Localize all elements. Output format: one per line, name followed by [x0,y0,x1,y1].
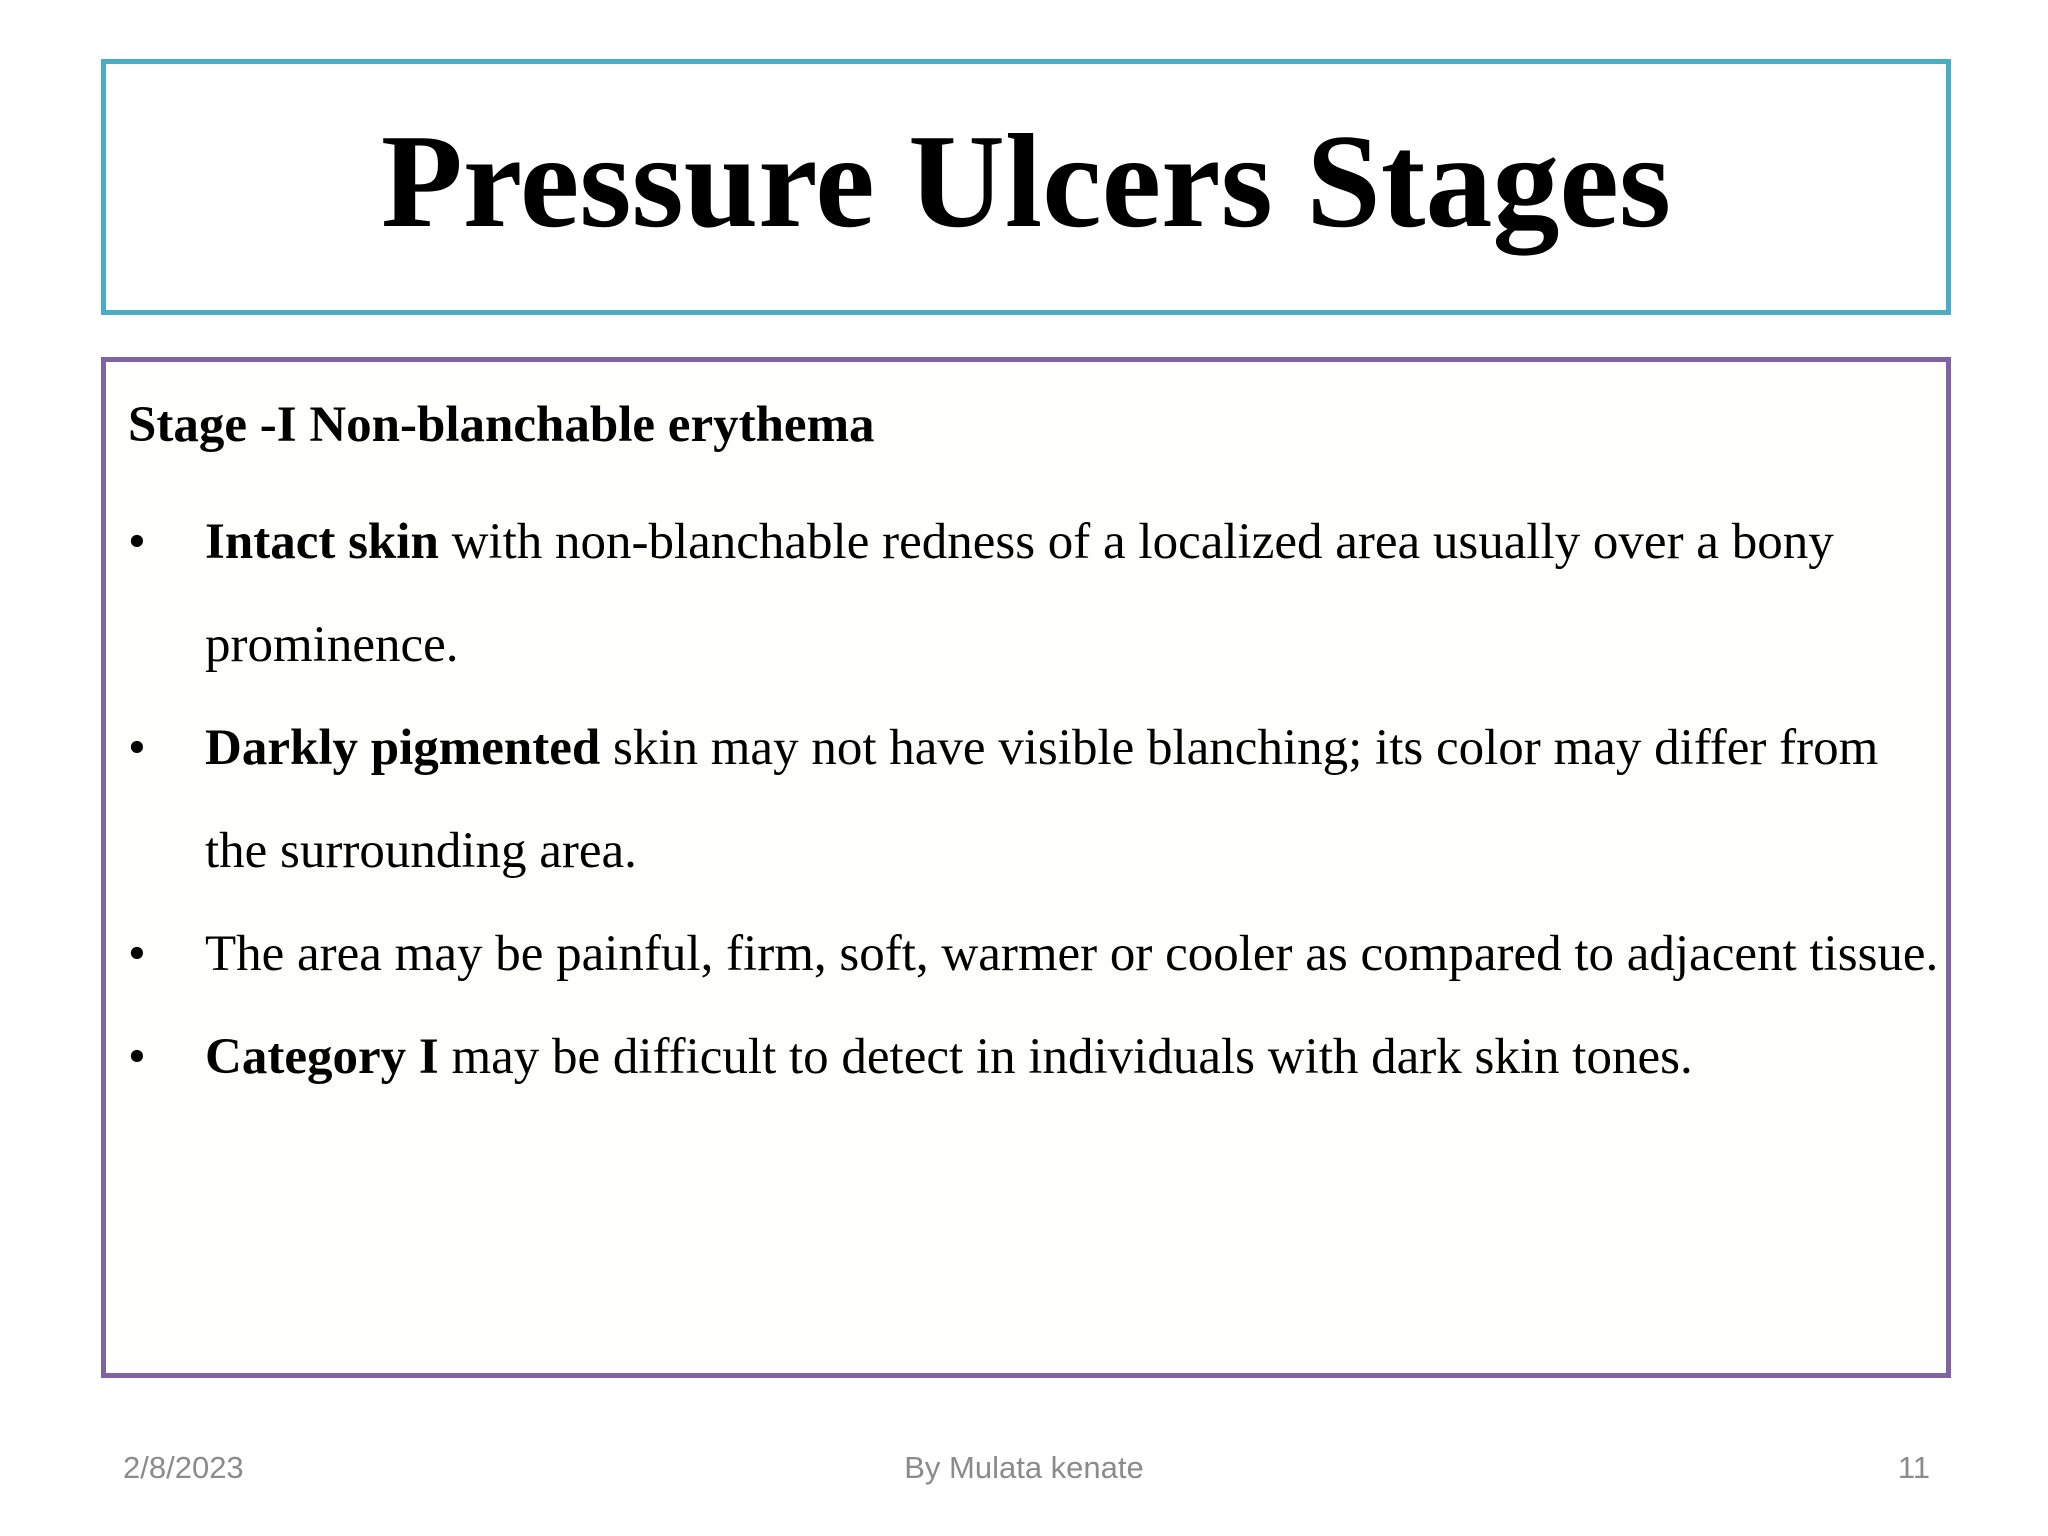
title-box [101,59,1951,315]
bullet-icon: • [128,514,146,570]
content-box [101,357,1951,1378]
bullet-list [128,491,1946,1109]
bullet-item-darkly-pigmented [128,697,1946,903]
footer-date: 2/8/2023 [123,1450,244,1485]
bullet-lead: Intact skin [205,514,439,570]
footer-author: By Mulata kenate [904,1450,1144,1485]
bullet-text: skin may not have visible blanching; its color may differ from the surrounding area. [205,720,1879,879]
slide-title: Pressure Ulcers Stages [380,107,1672,255]
footer-page-number: 11 [1897,1450,1930,1485]
bullet-item-painful-area [128,903,1946,1006]
bullet-item-category-i [128,1006,1946,1109]
stage-heading: Stage -I Non-blanchable erythema [128,397,875,453]
bullet-icon: • [128,720,146,776]
bullet-text: with non-blanchable redness of a localized area usually over a bony prominence. [205,514,1834,673]
bullet-lead: Category I [205,1029,439,1085]
bullet-text: The area may be painful, firm, soft, warmer or cooler as compared to adjacent tissue. [205,926,1939,982]
bullet-text: may be difficult to detect in individuals with dark skin tones. [438,1029,1693,1085]
bullet-icon: • [128,926,146,982]
bullet-icon: • [128,1029,146,1085]
bullet-item-intact-skin [128,491,1946,697]
bullet-lead: Darkly pigmented [205,720,601,776]
